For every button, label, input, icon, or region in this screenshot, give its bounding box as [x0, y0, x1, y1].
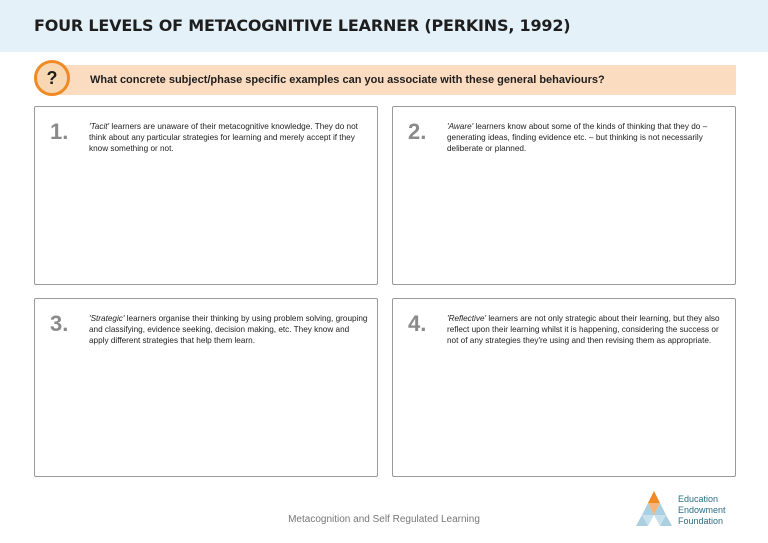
level-term: 'Reflective'	[447, 314, 487, 323]
question-text: What concrete subject/phase specific examples can you associate with these general behaviours?	[90, 74, 605, 86]
level-number: 1.	[50, 119, 69, 144]
level-card-aware	[392, 106, 736, 285]
level-description	[447, 121, 727, 154]
level-text: learners are not only strategic about their learning, but they also reflect upon their learning whilst it is happening, considering the success or not of any strategies they're using and then revising them as appropriate.	[447, 314, 720, 346]
level-text: learners are unaware of their metacognitive knowledge. They do not think about any particular strategies for learning and merely accept if they know something or not.	[89, 122, 358, 154]
level-description	[447, 313, 727, 346]
level-number: 4.	[408, 311, 427, 336]
level-term: 'Strategic'	[89, 314, 125, 323]
level-description	[89, 121, 369, 154]
question-banner	[50, 65, 736, 95]
level-text: learners organise their thinking by using problem solving, grouping and classifying, evidence seeking, decision making, etc. They know and apply different strategies that help them learn.	[89, 314, 368, 346]
level-number: 2.	[408, 119, 427, 144]
level-card-strategic	[34, 298, 378, 477]
footer-caption: Metacognition and Self Regulated Learning	[288, 514, 480, 525]
level-card-tacit	[34, 106, 378, 285]
logo-wordmark: Education Endowment Foundation	[678, 494, 726, 526]
level-card-reflective	[392, 298, 736, 477]
level-number: 3.	[50, 311, 69, 336]
page-title: FOUR LEVELS OF METACOGNITIVE LEARNER (PERKINS, 1992)	[34, 16, 571, 35]
question-mark-icon: ?	[34, 60, 70, 96]
level-term: 'Tacit'	[89, 122, 110, 131]
level-text: learners know about some of the kinds of thinking that they do – generating ideas, finding evidence etc. – but thinking is not necessarily deliberate or planned.	[447, 122, 708, 154]
header-bar	[0, 0, 768, 52]
level-term: 'Aware'	[447, 122, 474, 131]
level-description	[89, 313, 369, 346]
eef-logo-icon	[636, 491, 672, 527]
